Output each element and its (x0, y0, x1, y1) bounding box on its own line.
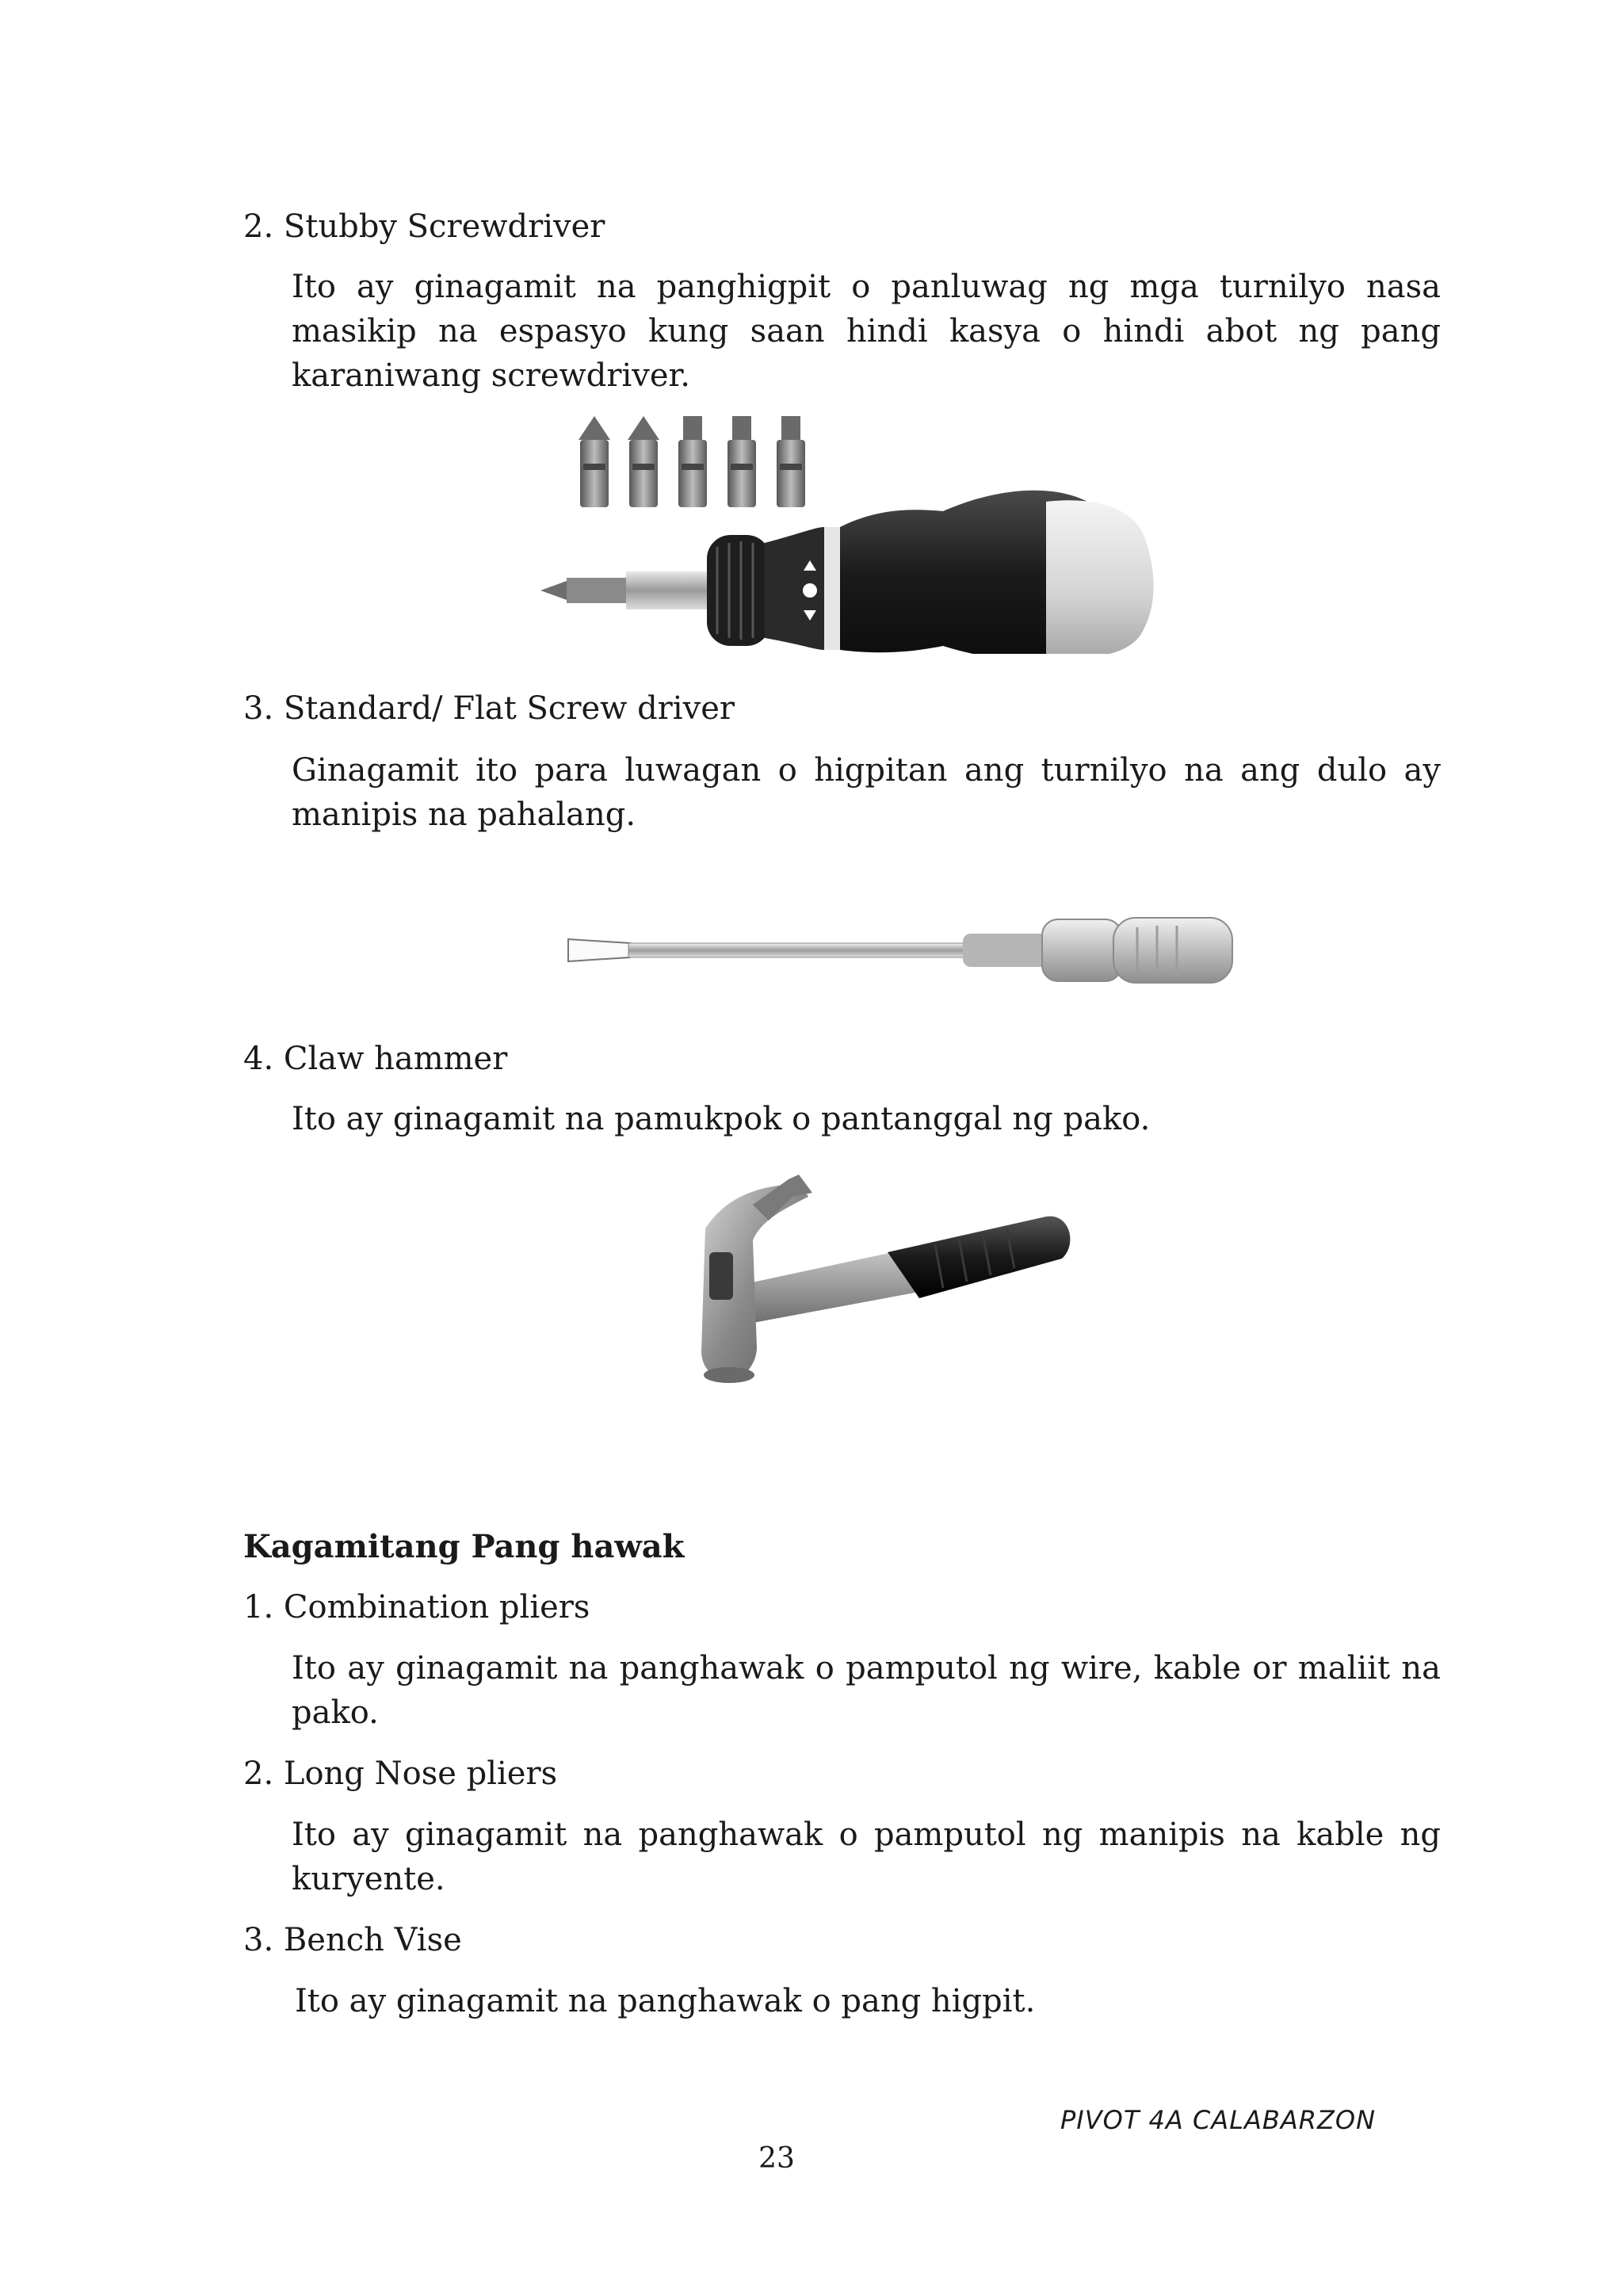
item-description-flat-screwdriver: Ginagamit ito para luwagan o higpitan ang turnilyo na ang dulo ay manipis na pahalang. (292, 752, 1441, 833)
item-title-long-nose-pliers: 2. Long Nose pliers (243, 1755, 558, 1792)
item-title-stubby-screwdriver: 2. Stubby Screwdriver (243, 208, 605, 245)
item-description-claw-hammer: Ito ay ginagamit na pamukpok o pantanggal ng pako. (292, 1101, 1151, 1137)
item-title-claw-hammer: 4. Claw hammer (243, 1041, 508, 1077)
page-number: 23 (758, 2142, 795, 2175)
section-heading: Kagamitang Pang hawak (243, 1528, 685, 1565)
item-title-bench-vise: 3. Bench Vise (243, 1922, 462, 1958)
footer-brand: PIVOT 4A CALABARZON (1060, 2105, 1377, 2135)
stubby-screwdriver-image (531, 408, 1165, 654)
flat-screwdriver-image (567, 911, 1240, 991)
item-description-bench-vise: Ito ay ginagamit na panghawak o pang higpit. (295, 1983, 1036, 2019)
item-description-stubby-screwdriver: Ito ay ginagamit na panghigpit o panluwag ng mga turnilyo nasa masikip na espasyo kung saan hindi kasya o hindi abot ng pang karaniwang screwdriver. (292, 269, 1441, 394)
screwdriver-bits-icon (579, 416, 805, 507)
claw-hammer-image (650, 1173, 1078, 1427)
item-title-combination-pliers: 1. Combination pliers (243, 1589, 590, 1626)
item-title-flat-screwdriver: 3. Standard/ Flat Screw driver (243, 690, 735, 727)
item-description-long-nose-pliers: Ito ay ginagamit na panghawak o pamputol ng manipis na kable ng kuryente. (292, 1817, 1441, 1897)
item-description-combination-pliers: Ito ay ginagamit na panghawak o pamputol ng wire, kable or maliit na pako. (292, 1650, 1441, 1731)
